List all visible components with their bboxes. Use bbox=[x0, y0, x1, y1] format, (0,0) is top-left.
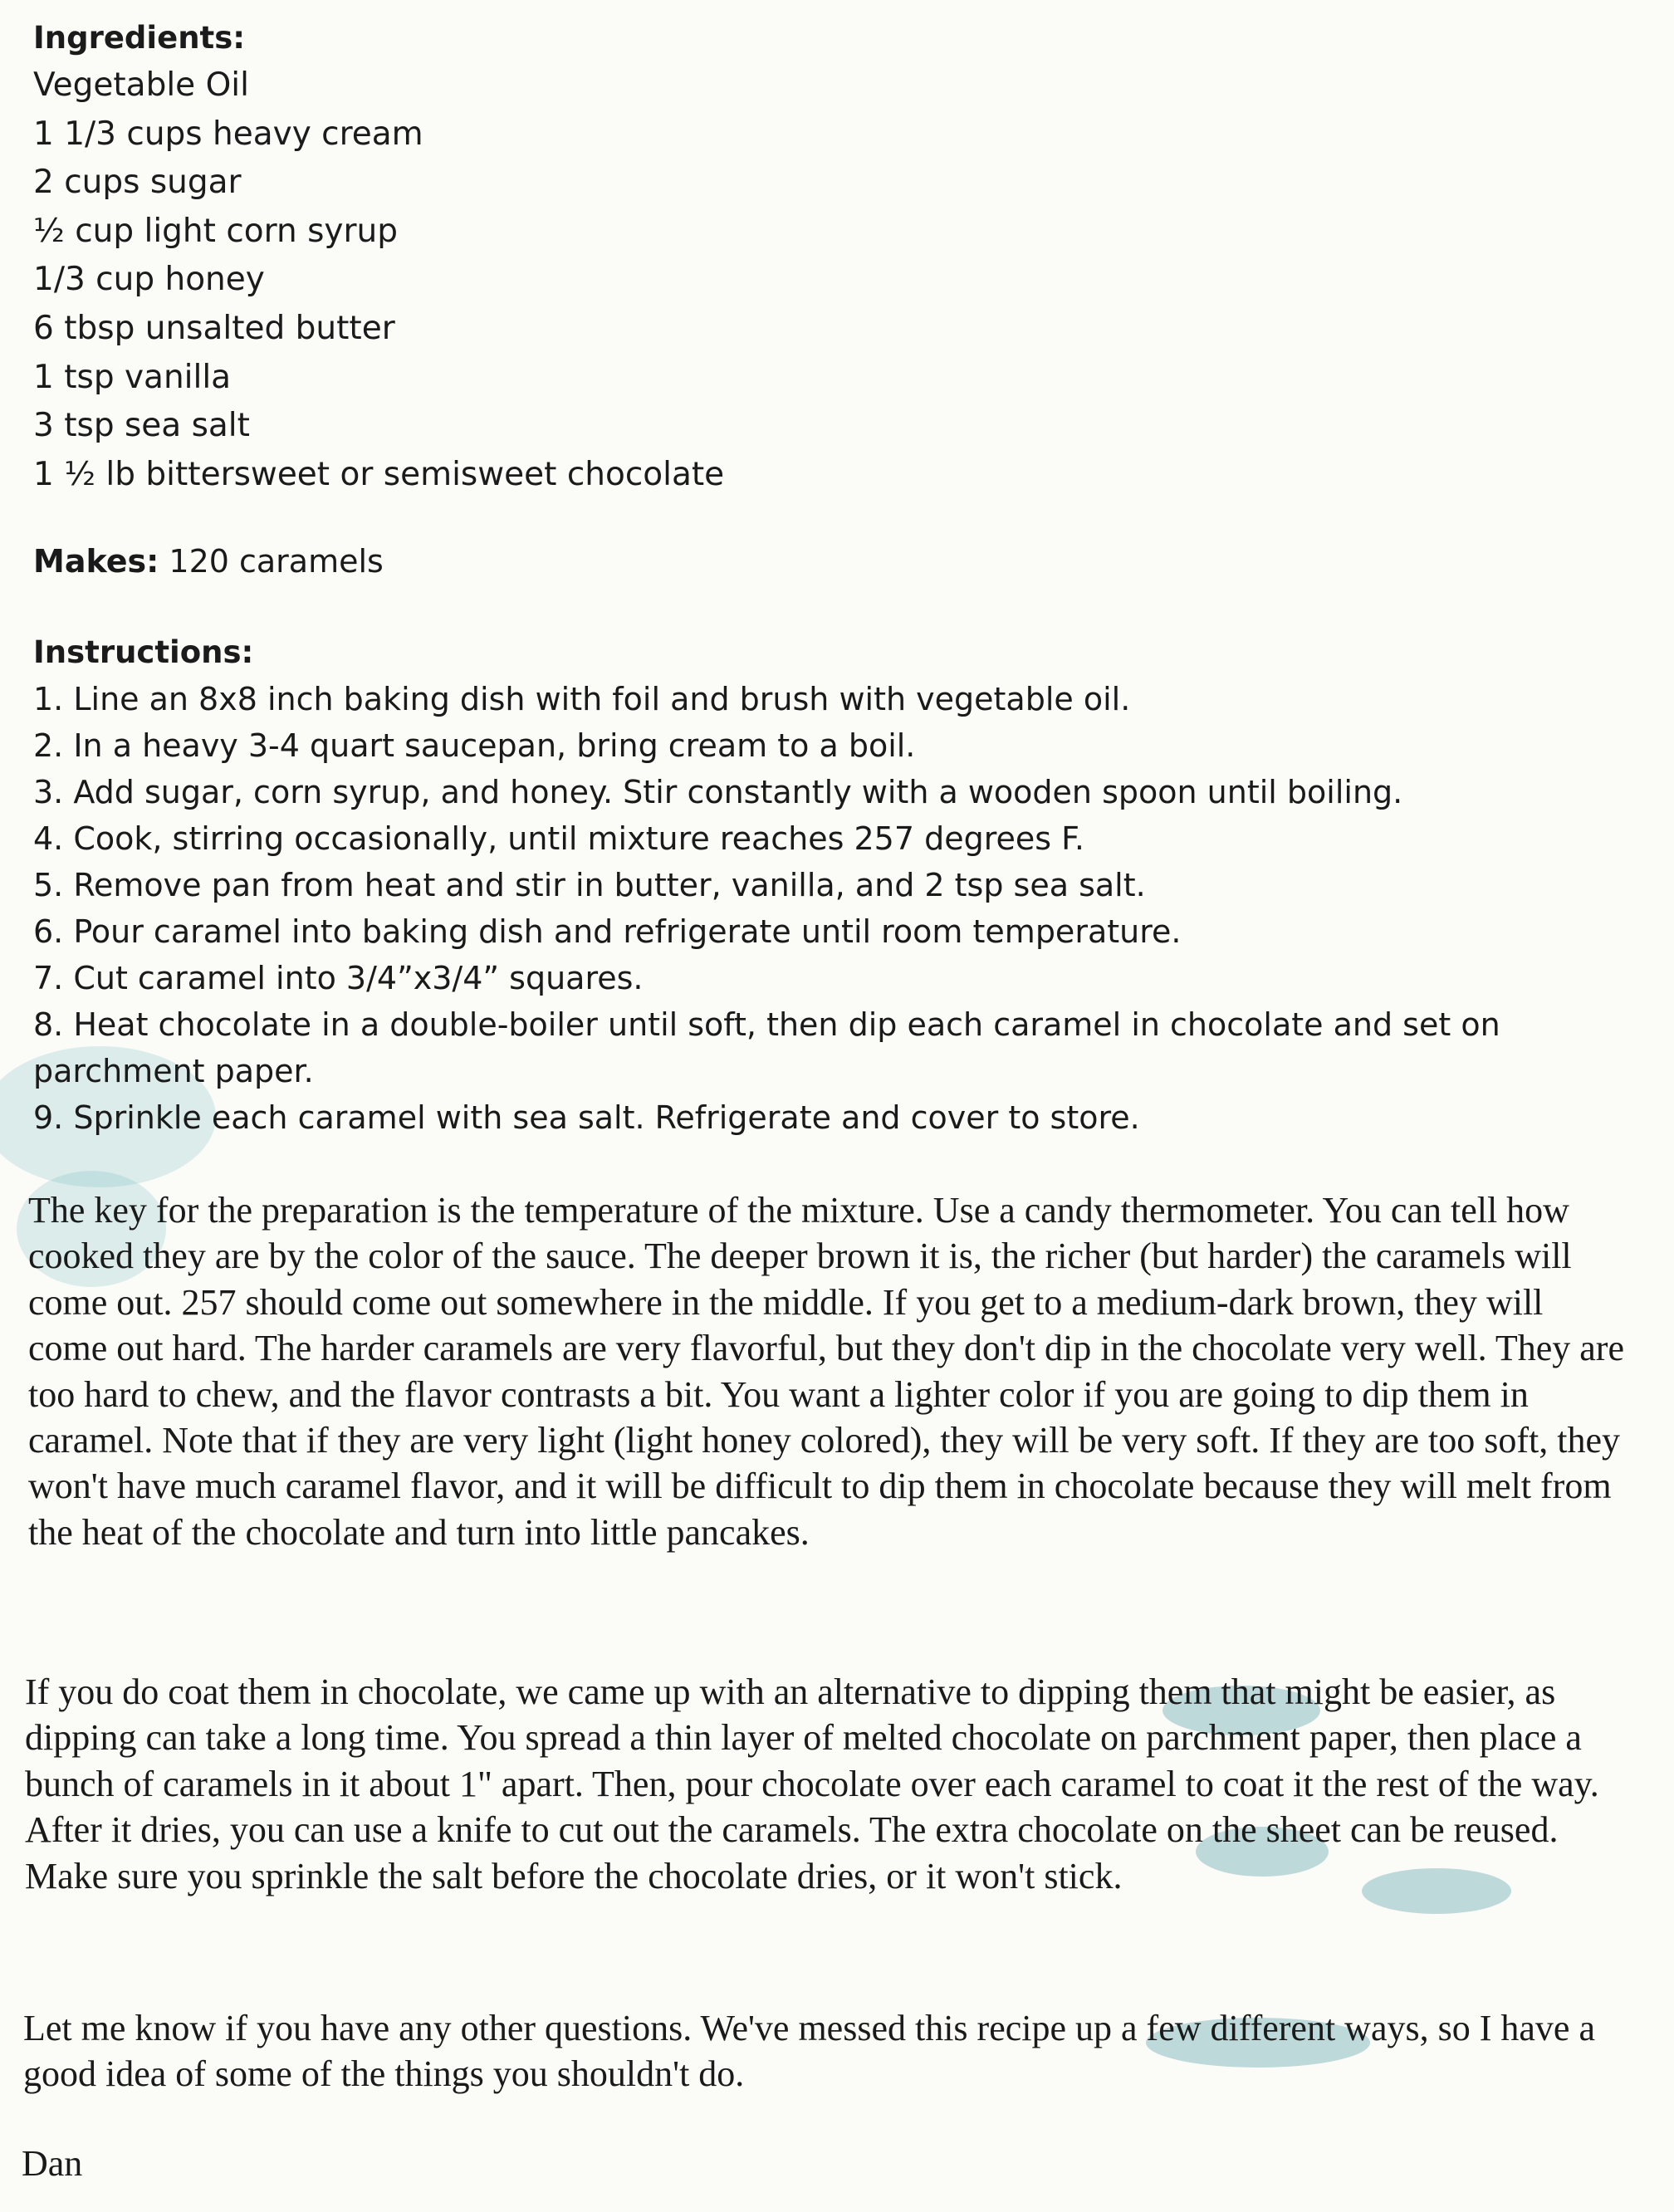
ingredient-item: 6 tbsp unsalted butter bbox=[33, 309, 395, 347]
instruction-step: 4. Cook, stirring occasionally, until mixture reaches 257 degrees F. bbox=[33, 820, 1084, 857]
ingredient-item: Vegetable Oil bbox=[33, 66, 249, 104]
instructions-section bbox=[33, 629, 1652, 1141]
notes-paragraph-1: The key for the preparation is the temperature of the mixture. Use a candy thermometer. You can tell how cooked they are by the color of the sauce. The deeper brown it is, the richer (but harder) the caramels will come out. 257 should come out somewhere in the middle. If you get to a medium-dark brown, they will come out hard. The harder caramels are very flavorful, but they don't dip in the chocolate very well. They are too hard to chew, and the flavor contrasts a bit. You want a lighter color if you are going to dip them in caramel. Note that if they are very light (light honey colored), they will be very soft. If they are too soft, they won't have much caramel flavor, and it will be difficult to dip them in chocolate because they will melt from the heat of the chocolate and turn into little pancakes. bbox=[28, 1190, 1624, 1553]
instruction-step: 8. Heat chocolate in a double-boiler until soft, then dip each caramel in chocolate and set on parchment paper. bbox=[33, 1006, 1500, 1089]
yield-line bbox=[33, 538, 384, 585]
ingredient-item: 3 tsp sea salt bbox=[33, 407, 250, 445]
instruction-step: 9. Sprinkle each caramel with sea salt. Refrigerate and cover to store. bbox=[33, 1099, 1140, 1136]
signature: Dan bbox=[22, 2143, 83, 2184]
instruction-step: 7. Cut caramel into 3/4”x3/4” squares. bbox=[33, 960, 644, 996]
instructions-heading: Instructions: bbox=[33, 634, 254, 670]
notes-paragraph-3: Let me know if you have any other questions. We've messed this recipe up a few different ways, so I have a good idea of some of the things you shouldn't do. bbox=[23, 2008, 1595, 2095]
notes-paragraph-2: If you do coat them in chocolate, we came up with an alternative to dipping them that might be easier, as dipping can take a long time. You spread a thin layer of melted chocolate on parchment paper, then place a bunch of caramels in it about 1" apart. Then, pour chocolate over each caramel to coat it the rest of the way. After it dries, you can use a knife to cut out the caramels. The extra chocolate on the sheet can be reused. Make sure you sprinkle the salt before the chocolate dries, or it won't stick. bbox=[25, 1671, 1599, 1896]
instruction-step: 6. Pour caramel into baking dish and refrigerate until room temperature. bbox=[33, 913, 1182, 950]
ingredient-item: 1 tsp vanilla bbox=[33, 358, 232, 396]
instruction-list bbox=[33, 676, 1652, 1141]
ingredient-item: ½ cup light corn syrup bbox=[33, 212, 399, 250]
instruction-step: 5. Remove pan from heat and stir in butter, vanilla, and 2 tsp sea salt. bbox=[33, 867, 1146, 903]
ingredients-section bbox=[33, 15, 724, 499]
ingredient-item: 1 1/3 cups heavy cream bbox=[33, 115, 423, 153]
ingredient-list bbox=[33, 61, 724, 499]
ingredient-item: 1/3 cup honey bbox=[33, 261, 265, 299]
instruction-step: 1. Line an 8x8 inch baking dish with foil and brush with vegetable oil. bbox=[33, 681, 1131, 717]
ingredient-item: 1 ½ lb bittersweet or semisweet chocolate bbox=[33, 455, 725, 493]
ingredient-item: 2 cups sugar bbox=[33, 164, 242, 202]
yield-value: 120 caramels bbox=[169, 543, 384, 580]
yield-label: Makes: bbox=[33, 543, 159, 580]
instruction-step: 3. Add sugar, corn syrup, and honey. Stir constantly with a wooden spoon until boiling. bbox=[33, 774, 1403, 810]
instruction-step: 2. In a heavy 3-4 quart saucepan, bring cream to a boil. bbox=[33, 727, 916, 764]
ingredients-heading: Ingredients: bbox=[33, 20, 246, 56]
